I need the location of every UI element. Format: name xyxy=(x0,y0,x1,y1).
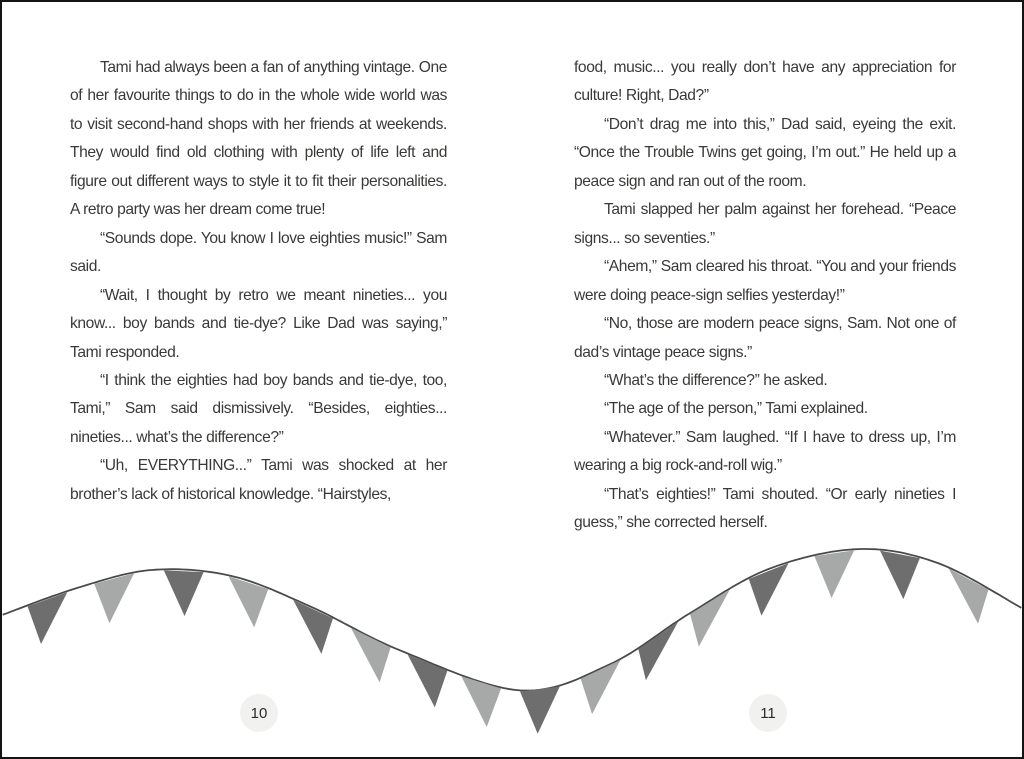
bunting-flag xyxy=(949,568,989,623)
paragraph: “Don’t drag me into this,” Dad said, eyeing the exit. “Once the Trouble Twins get going, I’m out.” He held up a peace sign and ran out of the room. xyxy=(574,115,956,190)
page-number-label: 10 xyxy=(250,704,268,722)
bunting-flag xyxy=(690,589,730,646)
bunting-flag xyxy=(880,551,920,600)
paragraph: “Ahem,” Sam cleared his throat. “You and your friends were doing peace-sign selfies yesterday!” xyxy=(574,258,956,304)
paragraph: “No, those are modern peace signs, Sam. Not one of dad’s vintage peace signs.” xyxy=(574,315,956,361)
bunting-flag xyxy=(28,592,68,644)
bunting-flag xyxy=(94,573,134,623)
bunting-flag xyxy=(749,563,789,616)
paragraph: Tami slapped her palm against her forehead. “Peace signs... so seventies.” xyxy=(574,201,956,247)
left-page-text xyxy=(70,54,447,509)
paragraph: “I think the eighties had boy bands and tie-dye, too, Tami,” Sam said dismissively. “Besides, eighties... nineties... what’s the difference?” xyxy=(70,371,447,446)
paragraph: Tami had always been a fan of anything vintage. One of her favourite things to do in the whole wide world was to visit second-hand shops with her friends at weekends. They would find old clothing with plenty of life left and figure out different ways to style it to fit their personalities. A retro party was her dream come true! xyxy=(70,59,447,219)
bunting-flag xyxy=(229,576,269,627)
paragraph: food, music... you really don’t have any appreciation for culture! Right, Dad?” xyxy=(574,59,956,105)
page-number-label: 11 xyxy=(760,704,776,722)
bunting-flag xyxy=(408,654,448,707)
paragraph: “The age of the person,” Tami explained. xyxy=(604,400,868,418)
bunting-flag xyxy=(164,570,204,616)
paragraph: “Sounds dope. You know I love eighties music!” Sam said. xyxy=(70,229,447,276)
bunting-string xyxy=(3,549,1022,691)
bunting-flag xyxy=(461,676,501,727)
page-number-left xyxy=(240,694,278,732)
right-page-text xyxy=(574,54,956,538)
bunting-flag xyxy=(293,600,333,654)
bunting-flags xyxy=(28,550,989,733)
bunting-flag xyxy=(581,660,621,714)
bunting-flag xyxy=(814,550,854,598)
paragraph: “Whatever.” Sam laughed. “If I have to dress up, I’m wearing a big rock-and-roll wig.” xyxy=(574,428,956,475)
paragraph: “Uh, EVERYTHING...” Tami was shocked at her brother’s lack of historical knowledge. “Hairstyles, xyxy=(70,457,447,503)
paragraph: “What’s the difference?” he asked. xyxy=(604,371,828,389)
bunting-flag xyxy=(638,622,678,680)
paragraph: “Wait, I thought by retro we meant nineties... you know... boy bands and tie-dye? Like Dad was saying,” Tami responded. xyxy=(70,286,447,361)
paragraph: “That’s eighties!” Tami shouted. “Or early nineties I guess,” she corrected herself. xyxy=(574,485,956,532)
page-number-right xyxy=(749,694,787,732)
bunting-flag xyxy=(520,686,560,733)
bunting-flag xyxy=(351,628,391,683)
